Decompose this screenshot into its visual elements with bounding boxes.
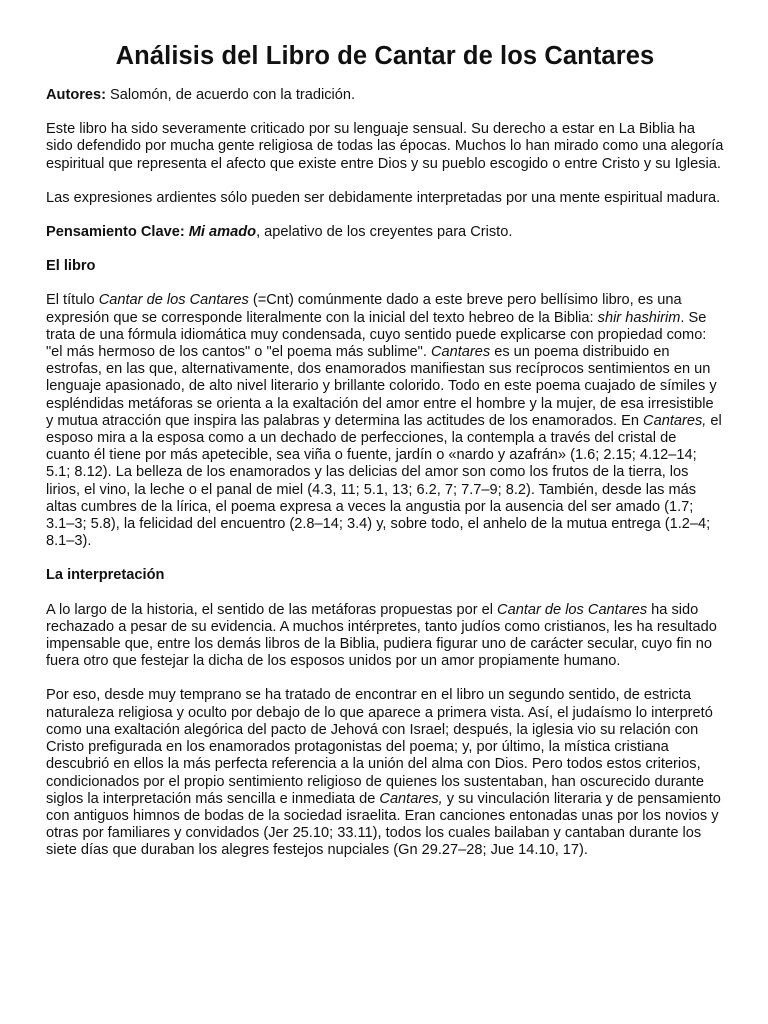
page-title: Análisis del Libro de Cantar de los Cantares <box>115 42 655 70</box>
pensamiento-clave-text: , apelativo de los creyentes para Cristo. <box>256 224 513 241</box>
italic-run: Cantares, <box>379 790 443 807</box>
italic-run: Cantar de los Cantares <box>497 601 648 618</box>
italic-run: Cantares <box>430 344 491 361</box>
pensamiento-clave-emphasis: Mi amado <box>188 224 257 241</box>
text-run: . Se trata de una fórmula idiomática muy condensada, cuyo sentido puede explicarse con propiedad como: "el más hermoso de los cantos" o "el poema más sublime". <box>46 309 707 361</box>
pensamiento-clave-label: Pensamiento Clave: <box>46 224 189 241</box>
text-run: El título <box>46 292 99 309</box>
section-heading-la-interpretacion: La interpretación <box>46 567 165 584</box>
autores-label: Autores: <box>46 87 106 103</box>
italic-run: shir hashirim <box>597 309 681 326</box>
section-heading-el-libro: El libro <box>46 258 96 275</box>
pensamiento-clave-line <box>46 224 724 241</box>
intro-paragraph-2: Las expresiones ardientes sólo pueden ser debidamente interpretadas por una mente espiritual madura. <box>46 189 721 206</box>
text-run: A lo largo de la historia, el sentido de las metáforas propuestas por el <box>46 601 498 618</box>
italic-run: Cantares, <box>643 412 707 429</box>
text-run: es un poema distribuido en estrofas, en las que, alternativamente, dos enamorados manifiestan sus recíprocos sentimientos en un lenguaje apasionado, de alto nivel literario y brillante colorido. Todo en este poema cuajado de símiles y espléndidas metáforas se orienta a la exaltación del amor entre el hombre y la mujer, de esa irresistible y mutua atracción que inspira las palabras y determina las actitudes de los enamorados. En <box>46 344 717 429</box>
interpretacion-paragraph-2 <box>46 687 724 859</box>
autores-line <box>46 87 724 104</box>
interpretacion-paragraph-1 <box>46 602 724 671</box>
text-run: ha sido rechazado a pesar de su evidencia. A muchos intérpretes, tanto judíos como cristianos, les ha resultado impensable que, entre los demás libros de la Biblia, pudiera figurar uno de carácter secular, cuyo fin no fuera otro que festejar la dicha de los esposos unidos por un amor propiamente humano. <box>46 601 717 670</box>
text-run: el esposo mira a la esposa como a un dechado de perfecciones, la contempla a través del cristal de cuanto él tiene por más apetecible, sea viña o fuente, jardín o «nardo y azafrán» (1.6; 2.15; 4.12–14; 5.1; 8.12). La belleza de los enamorados y las delicias del amor son como los frutos de la tierra, los lirios, el vino, la leche o el panal de miel (4.3, 11; 5.1, 13; 6.2, 7; 7.7–9; 8.2). También, desde las más altas cumbres de la lírica, el poema expresa a veces la angustia por la ausencia del ser amado (1.7; 3.1–3; 5.8), la felicidad del encuentro (2.8–14; 3.4) y, sobre todo, el anhelo de la mutua entrega (1.2–4; 8.1–3). <box>46 412 722 550</box>
italic-run: Cantar de los Cantares <box>98 292 249 309</box>
el-libro-paragraph <box>46 292 724 550</box>
autores-text: Salomón, de acuerdo con la tradición. <box>106 87 356 103</box>
intro-paragraph-1: Este libro ha sido severamente criticado por su lenguaje sensual. Su derecho a estar en La Biblia ha sido defendido por mucha gente religiosa de todas las épocas. Muchos lo han mirado como una alegoría espiritual que representa el afecto que existe entre Dios y su pueblo escogido o entre Cristo y su Iglesia. <box>46 121 724 172</box>
text-run: Por eso, desde muy temprano se ha tratado de encontrar en el libro un segundo sentido, de estricta naturaleza religiosa y oculto por debajo de lo que aparece a primera vista. Así, el judaísmo lo interpretó como una exaltación alegórica del pacto de Jehová con Israel; después, la iglesia vio su relación con Cristo prefigurada en los enamorados protagonistas del poema; y, por último, la mística cristiana descubrió en ellos la más perfecta referencia a la unión del alma con Dios. Pero todos estos criterios, condicionados por el propio sentimiento religioso de quienes los sustentaban, han oscurecido durante siglos la interpretación más sencilla e inmediata de <box>46 687 713 807</box>
text-run: y su vinculación literaria y de pensamiento con antiguos himnos de bodas de la sociedad israelita. Eran canciones entonadas unas por los novios y otras por familiares y convidados (Jer 25.10; 33.11), todos los cuales bailaban y cantaban durante los siete días que duraban los alegres festejos nupciales (Gn 29.27–28; Jue 14.10, 17). <box>46 790 721 859</box>
text-run: (=Cnt) comúnmente dado a este breve pero bellísimo libro, es una expresión que se corresponde literalmente con la inicial del texto hebreo de la Biblia: <box>46 292 682 326</box>
